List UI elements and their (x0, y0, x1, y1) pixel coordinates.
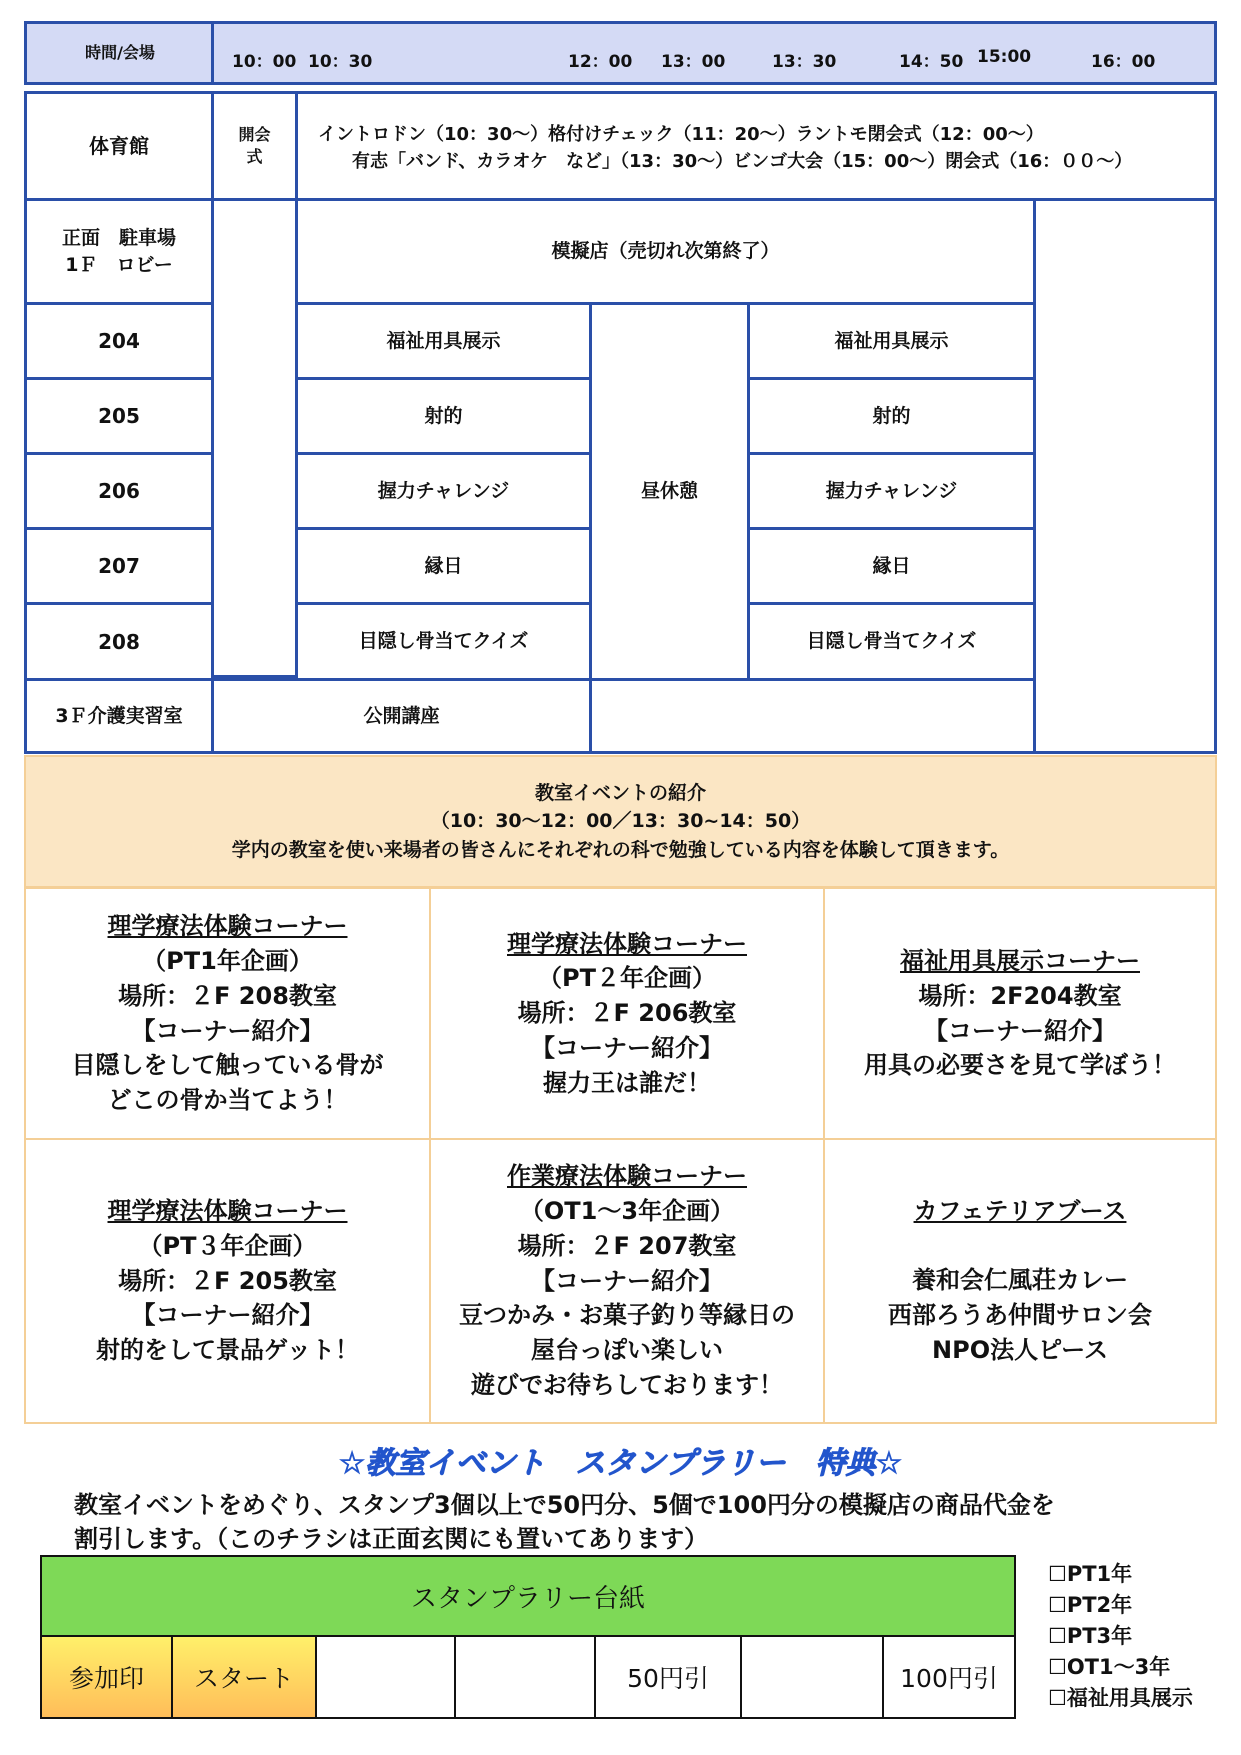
checkbox-pt3[interactable]: ☐PT3年 (1048, 1624, 1133, 1648)
room-am-event: 福祉用具展示 (295, 302, 592, 380)
event-line: 場所：２F 206教室 (517, 999, 737, 1028)
room-pm-event: 射的 (747, 377, 1036, 455)
event-line: （OT1〜3年企画） (519, 1197, 735, 1225)
gym-events (295, 91, 1217, 201)
event-title: 理学療法体験コーナー (107, 1197, 348, 1225)
checkbox-pt2[interactable]: ☐PT2年 (1048, 1593, 1133, 1617)
row-label-room: 207 (24, 527, 214, 605)
room-pm-event: 福祉用具展示 (747, 302, 1036, 380)
stamp-cell-100yen[interactable]: 100円引 (883, 1636, 1015, 1718)
intro-desc: 学内の教室を使い来場者の皆さんにそれぞれの科で勉強している内容を体験して頂きます。 (231, 838, 1010, 861)
stamp-cell-entry[interactable]: 参加印 (41, 1636, 172, 1718)
event-card (823, 887, 1217, 1140)
event-card (823, 1138, 1217, 1424)
event-line: NPO法人ピース (932, 1335, 1108, 1364)
header-label: 時間/会場 (85, 42, 155, 62)
event-line: （PT２年企画） (538, 964, 716, 993)
stamp-cell[interactable] (741, 1636, 883, 1718)
header-time: 10：00 (232, 52, 297, 72)
header-time: 10：30 (308, 52, 373, 72)
room-pm-event: 握力チャレンジ (747, 452, 1036, 530)
event-card (429, 1138, 825, 1424)
event-line: 西部ろうあ仲間サロン会 (888, 1301, 1152, 1329)
event-line: 場所：２F 207教室 (517, 1231, 737, 1260)
stamp-cell[interactable] (455, 1636, 595, 1718)
event-line: （PT３年企画） (138, 1231, 317, 1260)
event-line: 豆つかみ・お菓子釣り等縁日の (459, 1301, 795, 1330)
row-label-room: 206 (24, 452, 214, 530)
header-time: 13：00 (661, 52, 726, 72)
event-line: 用具の必要さを見て学ぼう！ (864, 1051, 1176, 1080)
event-card (24, 887, 431, 1140)
stamp-rally-text-1: 教室イベントをめぐり、スタンプ3個以上で50円分、5個で100円分の模擬店の商品代金を (74, 1491, 1055, 1519)
event-line: 場所：2F204教室 (918, 981, 1122, 1010)
stamp-grid (40, 1635, 1016, 1719)
gym-opening-text: 開会 式 (238, 124, 271, 166)
room-am-event: 縁日 (295, 527, 592, 605)
intro-title: 教室イベントの紹介 (534, 781, 706, 804)
empty-right-column (1033, 198, 1217, 754)
header-time: 15:00 (977, 47, 1032, 67)
stamp-cell[interactable] (316, 1636, 455, 1718)
gym-line-1: イントロドン（10：30〜）格付けチェック（11：20〜）ラントモ閉会式（12：00〜） (318, 124, 1044, 145)
lobby-event: 模擬店（売切れ次第終了） (295, 198, 1036, 305)
room-am-event: 射的 (295, 377, 592, 455)
stamp-rally-heading: ☆教室イベント スタンプラリー 特典☆ (338, 1446, 903, 1481)
stamp-card (40, 1555, 1016, 1721)
intro-banner (24, 755, 1217, 888)
room-pm-event: 縁日 (747, 527, 1036, 605)
stamp-card-title: スタンプラリー台紙 (40, 1555, 1016, 1637)
event-line: 【コーナー紹介】 (531, 1266, 723, 1295)
event-line: 【コーナー紹介】 (924, 1016, 1116, 1045)
event-line: 養和会仁風荘カレー (912, 1266, 1128, 1295)
event-title: 理学療法体験コーナー (507, 929, 747, 958)
stamp-cell-start[interactable]: スタート (172, 1636, 316, 1718)
stamp-rally-text-2: 割引します。（このチラシは正面玄関にも置いてあります） (74, 1525, 709, 1553)
header-time: 14：50 (899, 52, 964, 72)
event-line: 目隠しをして触っている骨が (71, 1051, 384, 1080)
event-line: （PT1年企画） (142, 946, 313, 975)
lunch-break: 昼休憩 (589, 302, 750, 681)
event-line: 射的をして景品ゲット！ (95, 1336, 360, 1365)
event-line: 【コーナー紹介】 (531, 1033, 723, 1062)
header-time: 16：00 (1091, 52, 1156, 72)
opening-column (211, 198, 298, 678)
header-time: 13：30 (772, 52, 837, 72)
room-pm-event: 目隠し骨当てクイズ (747, 602, 1036, 681)
event-card (429, 887, 825, 1140)
row-label-lobby (24, 198, 214, 305)
lobby-label-text: 正面 駐車場 1Ｆ ロビー (61, 226, 176, 276)
checkbox-ot[interactable]: ☐OT1〜3年 (1048, 1655, 1171, 1679)
row-label-room: 204 (24, 302, 214, 380)
room-am-event: 目隠し骨当てクイズ (295, 602, 592, 681)
gym-line-2: 有志「バンド、カラオケ など」（13：30〜）ビンゴ大会（15：00〜）閉会式（16：００〜） (352, 151, 1133, 172)
row-label-room: 208 (24, 602, 214, 681)
intro-hours: （10：30〜12：00／13：30~14：50） (430, 810, 811, 833)
room-am-event: 握力チャレンジ (295, 452, 592, 530)
event-line: どこの骨か当てよう！ (107, 1086, 348, 1115)
care-room-event (211, 678, 592, 754)
gym-opening (211, 91, 298, 201)
event-line: 【コーナー紹介】 (131, 1016, 324, 1045)
event-title: 福祉用具展示コーナー (900, 946, 1140, 975)
checkbox-pt1[interactable]: ☐PT1年 (1048, 1562, 1133, 1586)
row-label-room: 205 (24, 377, 214, 455)
header-time: 12：00 (568, 52, 633, 72)
event-line: 遊びでお待ちしております！ (471, 1370, 783, 1399)
event-line: 握力王は誰だ！ (543, 1068, 711, 1097)
checkbox-welfare[interactable]: ☐福祉用具展示 (1048, 1686, 1193, 1710)
event-line: 場所：２F 205教室 (118, 1266, 337, 1295)
event-line: 屋台っぽい楽しい (531, 1336, 723, 1365)
event-card (24, 1138, 431, 1424)
row-label-gym: 体育館 (24, 91, 214, 201)
event-line: 【コーナー紹介】 (131, 1301, 324, 1330)
care-room-event-text: 公開講座 (363, 704, 440, 727)
event-title: 理学療法体験コーナー (107, 912, 348, 941)
event-line: 場所：２F 208教室 (118, 981, 337, 1010)
row-label-care-room: 3Ｆ介護実習室 (24, 678, 214, 754)
care-room-empty (589, 678, 1036, 754)
event-title: 作業療法体験コーナー (507, 1162, 747, 1191)
stamp-cell-50yen[interactable]: 50円引 (595, 1636, 741, 1718)
event-title: カフェテリアブース (913, 1197, 1127, 1226)
header-divider (211, 21, 214, 85)
